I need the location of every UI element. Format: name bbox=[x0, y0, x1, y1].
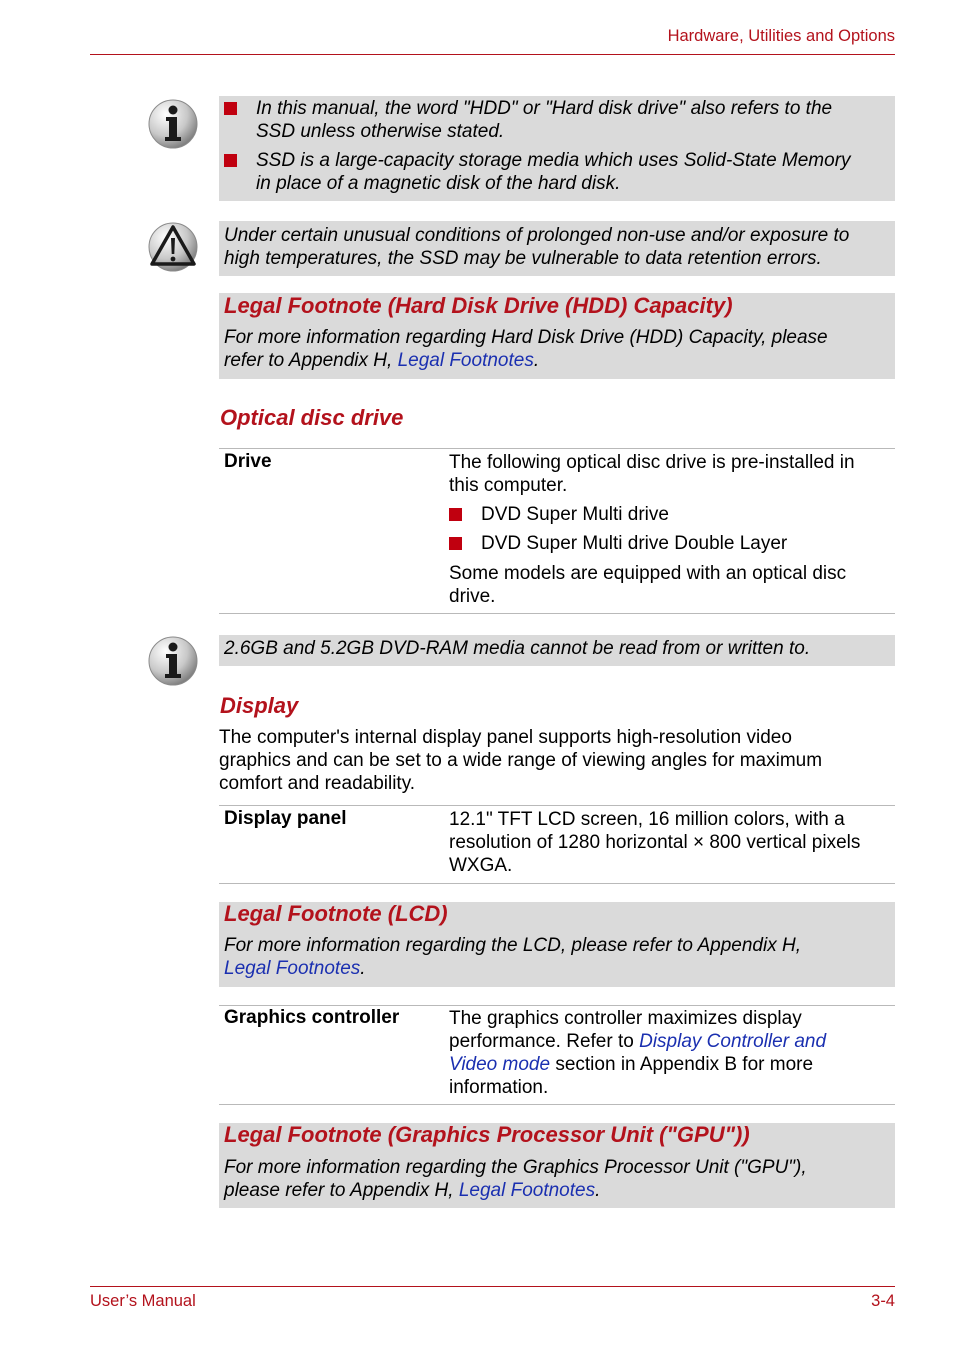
table-rule bbox=[219, 1104, 895, 1105]
desc-line: information. bbox=[449, 1077, 549, 1098]
desc-line: The graphics controller maximizes display bbox=[449, 1008, 802, 1029]
dvdram-note: 2.6GB and 5.2GB DVD-RAM media cannot be read from or written to. bbox=[224, 638, 811, 659]
table-rule bbox=[219, 613, 895, 614]
punctuation: . bbox=[595, 1180, 601, 1201]
info-icon bbox=[147, 98, 199, 150]
table-rule bbox=[219, 883, 895, 884]
footer-manual-title: User’s Manual bbox=[90, 1292, 196, 1310]
note-line: In this manual, the word "HDD" or "Hard disk drive" also refers to the bbox=[256, 98, 833, 119]
desc-line: WXGA. bbox=[449, 855, 513, 876]
display-controller-link[interactable]: Display Controller and bbox=[639, 1031, 827, 1052]
caution-line: high temperatures, the SSD may be vulnerable to data retention errors. bbox=[224, 248, 822, 269]
bullet-square bbox=[224, 102, 237, 115]
legal-line bbox=[224, 957, 801, 980]
list-item-text: DVD Super Multi drive Double Layer bbox=[481, 533, 788, 554]
drive-note bbox=[449, 562, 846, 608]
caution-line: Under certain unusual conditions of prolonged non-use and/or exposure to bbox=[224, 225, 850, 246]
legal-footnote-text bbox=[224, 326, 828, 372]
table-rule bbox=[219, 805, 895, 806]
legal-footnote-title: Legal Footnote (LCD) bbox=[224, 901, 448, 926]
header-rule bbox=[90, 54, 895, 55]
section-heading: Display bbox=[220, 693, 299, 718]
legal-footnote-title: Legal Footnote (Graphics Processor Unit ("GPU")) bbox=[224, 1122, 750, 1147]
desc-line: resolution of 1280 horizontal × 800 vertical pixels bbox=[449, 832, 861, 853]
drive-label: Drive bbox=[224, 451, 272, 472]
desc-line: Some models are equipped with an optical disc bbox=[449, 563, 847, 584]
legal-footnotes-link[interactable]: Legal Footnotes bbox=[224, 958, 361, 979]
list-item bbox=[449, 532, 787, 555]
punctuation: . bbox=[360, 958, 366, 979]
desc-line bbox=[449, 1053, 826, 1076]
note-text bbox=[256, 97, 832, 143]
desc-text: section in Appendix B for more bbox=[550, 1054, 814, 1075]
legal-text: please refer to Appendix H, bbox=[224, 1180, 459, 1201]
display-panel-label: Display panel bbox=[224, 808, 347, 829]
note-text bbox=[256, 149, 851, 195]
video-mode-link[interactable]: Video mode bbox=[449, 1054, 551, 1075]
graphics-controller-label: Graphics controller bbox=[224, 1007, 400, 1028]
section-heading: Optical disc drive bbox=[220, 405, 404, 430]
desc-line: 12.1" TFT LCD screen, 16 million colors, with a bbox=[449, 809, 845, 830]
caution-icon bbox=[147, 221, 199, 273]
desc-line bbox=[449, 1030, 826, 1053]
legal-footnotes-link[interactable]: Legal Footnotes bbox=[458, 1180, 596, 1201]
bullet-square bbox=[449, 537, 462, 550]
table-rule bbox=[219, 1005, 895, 1006]
note-line: in place of a magnetic disk of the hard disk. bbox=[256, 173, 621, 194]
punctuation: . bbox=[533, 350, 540, 371]
desc-line: drive. bbox=[449, 586, 496, 607]
graphics-controller-description bbox=[449, 1007, 826, 1099]
legal-footnotes-link[interactable]: Legal Footnotes bbox=[397, 350, 534, 371]
intro-line: graphics and can be set to a wide range of viewing angles for maximum bbox=[219, 750, 823, 771]
note-bullet bbox=[224, 97, 832, 143]
desc-line: The following optical disc drive is pre-installed in bbox=[449, 452, 855, 473]
note-line: SSD unless otherwise stated. bbox=[256, 121, 505, 142]
legal-footnote-text bbox=[224, 1156, 807, 1202]
note-bullet bbox=[224, 149, 851, 195]
footer-rule bbox=[90, 1286, 895, 1287]
drive-description bbox=[449, 451, 855, 497]
desc-line: this computer. bbox=[449, 475, 568, 496]
display-panel-description bbox=[449, 808, 860, 877]
legal-line: For more information regarding the LCD, please refer to Appendix H, bbox=[224, 935, 801, 956]
desc-text: performance. Refer to bbox=[449, 1031, 640, 1052]
legal-text: refer to Appendix H, bbox=[224, 350, 398, 371]
legal-footnote-text bbox=[224, 934, 801, 980]
legal-line bbox=[224, 1179, 807, 1202]
page-number: 3-4 bbox=[871, 1292, 895, 1310]
display-intro bbox=[219, 726, 822, 795]
running-header: Hardware, Utilities and Options bbox=[667, 27, 895, 45]
list-item bbox=[449, 503, 669, 526]
legal-line: For more information regarding Hard Disk Drive (HDD) Capacity, please bbox=[224, 327, 828, 348]
intro-line: The computer's internal display panel supports high-resolution video bbox=[219, 727, 792, 748]
info-icon bbox=[147, 635, 199, 687]
table-rule bbox=[219, 448, 895, 449]
intro-line: comfort and readability. bbox=[219, 773, 416, 794]
caution-text bbox=[224, 224, 849, 270]
note-line: SSD is a large-capacity storage media which uses Solid-State Memory bbox=[256, 150, 851, 171]
legal-line: For more information regarding the Graphics Processor Unit ("GPU"), bbox=[224, 1157, 807, 1178]
legal-footnote-title: Legal Footnote (Hard Disk Drive (HDD) Capacity) bbox=[224, 293, 733, 318]
bullet-square bbox=[224, 154, 237, 167]
legal-line bbox=[224, 349, 828, 372]
bullet-square bbox=[449, 508, 462, 521]
list-item-text: DVD Super Multi drive bbox=[481, 504, 669, 525]
